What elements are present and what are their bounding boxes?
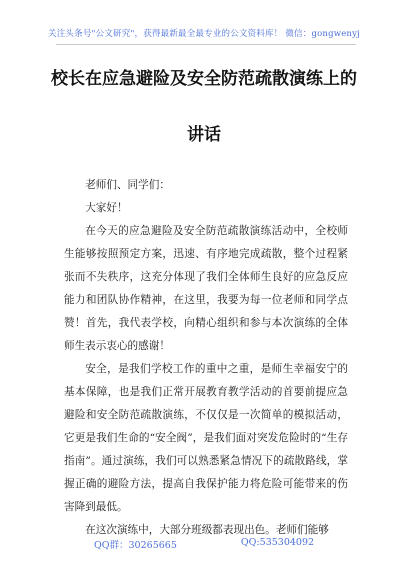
footer-contact <box>0 537 408 551</box>
paragraph-1: 在今天的应急避险及安全防范疏散演练活动中，全校师生能够按照预定方案，迅速、有序地完成疏散，整个过程紧张而不失秩序，这充分体现了我们全体师生良好的应急反应能力和团队协作精神，在这里，我要为每一位老师和同学点赞！首先，我代表学校，向精心组织和参与本次演练的全体师生表示衷心的感谢！ <box>64 225 348 352</box>
salutation: 老师们、同学们： <box>85 179 170 191</box>
header-note: 关注头条号"公文研究"，获得最新最全最专业的公文资料库！ 微信：gongwenyj <box>48 29 360 39</box>
paragraph-2: 安全，是我们学校工作的重中之重，是师生幸福安宁的基本保障，也是我们正常开展教育教学活动的首要前提应急避险和安全防范疏散演练，不仅仅是一次简单的模拟活动，它更是我们生命的“安全阀”，是我们面对突发危险时的“生存指南”。通过演练，我们可以熟悉紧急情况下的疏散路线，掌握正确的避险方法，提高自我保护能力将危险可能带来的伤害降到最低。 <box>64 363 348 513</box>
document-title-line-1: 校长在应急避险及安全防范疏散演练上的 <box>51 69 357 89</box>
footer-qq-group: QQ群：30265665 <box>93 540 177 551</box>
document-body <box>64 174 348 542</box>
header-divider <box>56 44 356 45</box>
document-title-line-2: 讲话 <box>187 125 221 145</box>
paragraph-3: 在这次演练中，大部分班级都表现出色。老师们能够 <box>85 524 329 536</box>
greeting: 大家好！ <box>85 202 128 214</box>
footer-qq: QQ:535304092 <box>240 537 315 548</box>
